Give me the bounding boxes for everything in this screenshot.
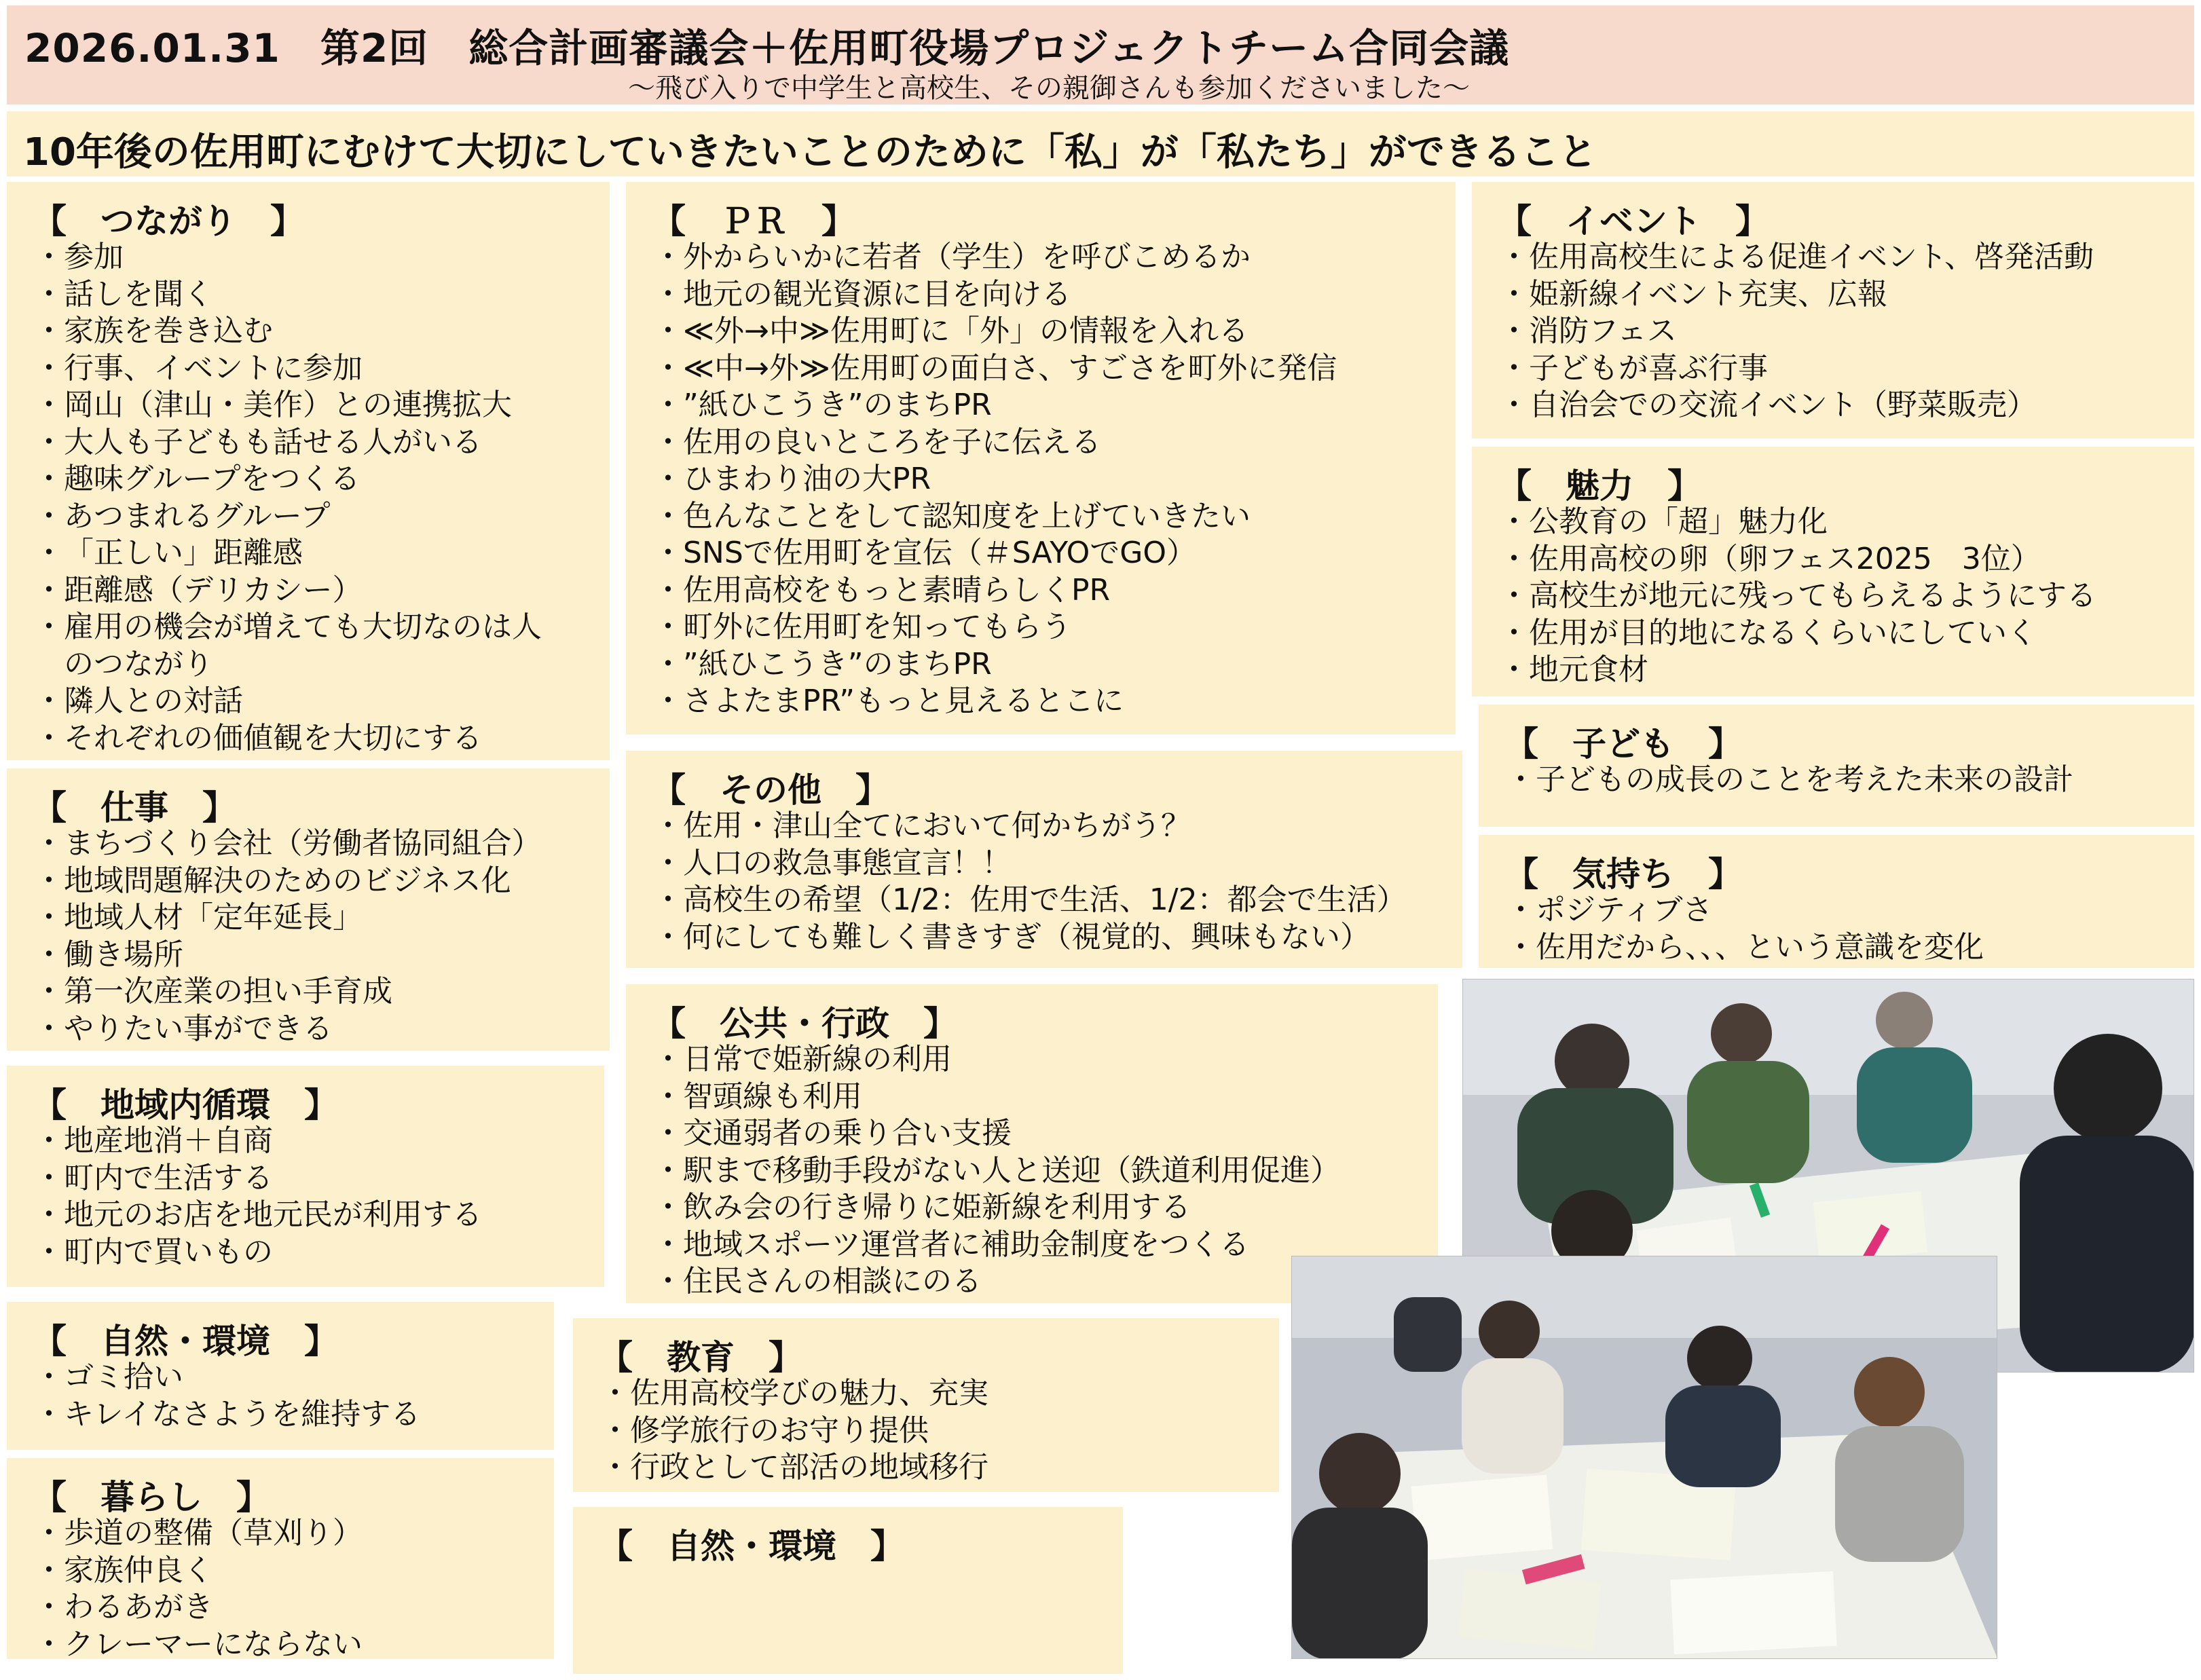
list-item: ・ 日常で姫新線の利用 (683, 1041, 1340, 1079)
list-item: ・ 何にしても難しく書きすぎ（視覚的、興味もない） (683, 919, 1407, 956)
list-item: ・ SNSで佐用町を宣伝（＃SAYOでGO） (683, 535, 1337, 572)
section-title: 【 その他 】 (652, 770, 889, 810)
list-item: ・ まちづくり会社（労働者協同組合） (64, 825, 542, 863)
list-item: ・ わるあがき (64, 1589, 363, 1626)
list-item: ・ 「正しい」距離感 (64, 535, 542, 572)
list-item: ・ 行政として部活の地域移行 (630, 1449, 988, 1487)
list-item: ・ 佐用高校学びの魅力、充実 (630, 1375, 988, 1413)
item-list (683, 808, 1407, 956)
item-list (64, 1123, 482, 1271)
section-kodomo (1479, 705, 2194, 827)
section-pr (626, 182, 1456, 734)
section-tsunagari (7, 182, 610, 760)
section-title: 【 公共・行政 】 (652, 1004, 957, 1043)
theme-band (7, 111, 2194, 176)
list-item: ・ 地元食材 (1529, 652, 2096, 689)
item-list (1536, 762, 2073, 799)
section-title: 【 子ども 】 (1504, 724, 1742, 764)
list-item: ・ 歩道の整備（草刈り） (64, 1515, 363, 1552)
list-item: ・ ”紙ひこうき”のまちPR (683, 646, 1337, 684)
list-item: ・ 消防フェス (1529, 313, 2094, 350)
item-list (683, 239, 1337, 720)
section-title: 【 つながり 】 (33, 202, 304, 241)
section-title: 【 ＰＲ 】 (652, 202, 855, 241)
list-item: ・ 佐用が目的地になるくらいにしていく (1529, 615, 2096, 652)
list-item: ・ ゴミ拾い (64, 1359, 420, 1396)
list-item: ・ 姫新線イベント充実、広報 (1529, 276, 2094, 314)
list-item: ・ 参加 (64, 239, 542, 276)
item-list (630, 1375, 988, 1487)
list-item: ・ 佐用高校をもっと素晴らしくPR (683, 572, 1337, 610)
list-item: ・ 住民さんの相談にのる (683, 1263, 1340, 1301)
list-item: ・ 子どもの成長のことを考えた未来の設計 (1536, 762, 2073, 799)
list-item: ・ 岡山（津山・美作）との連携拡大 (64, 387, 542, 424)
list-item: ・ 地元のお店を地元民が利用する (64, 1197, 482, 1234)
list-item: ・ 趣味グループをつくる (64, 461, 542, 498)
item-list (1529, 504, 2096, 689)
section-title: 【 自然・環境 】 (599, 1527, 904, 1566)
list-item: ・ 町内で買いもの (64, 1234, 482, 1271)
page-header (7, 5, 2194, 105)
list-item: ・ 地元の観光資源に目を向ける (683, 276, 1337, 314)
list-item: ・ あつまれるグループ (64, 498, 542, 536)
section-shizen (7, 1302, 554, 1450)
section-kyoiku (573, 1318, 1279, 1492)
list-item: ・ 地域スポーツ運営者に補助金制度をつくる (683, 1227, 1340, 1264)
list-item: ・ クレーマーにならない (64, 1626, 363, 1664)
list-item: ・ 家族を巻き込む (64, 313, 542, 350)
page-subtitle: ～飛び入りで中学生と高校生、その親御さんも参加くださいました～ (628, 73, 1470, 104)
page-title: 2026.01.31 第2回 総合計画審議会＋佐用町役場プロジェクトチーム合同会議 (24, 25, 1510, 71)
list-item-continuation: のつながり (64, 646, 213, 682)
list-item: ・ ≪外→中≫佐用町に「外」の情報を入れる (683, 313, 1337, 350)
list-item: ・ 話しを聞く (64, 276, 542, 314)
section-junkan (7, 1066, 604, 1287)
list-item: ・ ポジティブさ (1536, 892, 1984, 929)
section-kimochi (1479, 835, 2194, 968)
list-item: ・ 色んなことをして認知度を上げていきたい (683, 498, 1337, 536)
section-title: 【 イベント 】 (1498, 202, 1769, 241)
section-event (1472, 182, 2194, 438)
list-item: ・ 智頭線も利用 (683, 1079, 1340, 1116)
list-item: ・ 駅まで移動手段がない人と送迎（鉄道利用促進） (683, 1153, 1340, 1190)
list-item: ・ ひまわり油の大PR (683, 461, 1337, 498)
item-list (683, 1041, 1340, 1301)
list-item: ・ 働き場所 (64, 937, 542, 974)
list-item: ・ やりたい事ができる (64, 1011, 542, 1048)
list-item: ・ 子どもが喜ぶ行事 (1529, 350, 2094, 388)
section-title: 【 気持ち 】 (1504, 855, 1742, 894)
list-item: ・ ”紙ひこうき”のまちPR (683, 387, 1337, 424)
list-item: ・ 佐用高校の卵（卵フェス2025 3位） (1529, 541, 2096, 578)
item-list (1536, 892, 1984, 966)
list-item: ・ キレイなさようを維持する (64, 1396, 420, 1434)
list-item: ・ さよたまPR”もっと見えるとこに (683, 683, 1337, 720)
theme-text: 10年後の佐用町にむけて大切にしていきたいことのために「私」が「私たち」ができること (23, 130, 1597, 174)
list-item: ・ 第一次産業の担い手育成 (64, 973, 542, 1011)
list-item: ・ 佐用の良いところを子に伝える (683, 424, 1337, 462)
item-list (64, 1359, 420, 1433)
list-item: ・ 地産地消＋自商 (64, 1123, 482, 1160)
section-title: 【 魅力 】 (1498, 466, 1701, 506)
list-item: ・ 修学旅行のお守り提供 (630, 1413, 988, 1450)
meeting-photo-2 (1291, 1256, 1997, 1659)
list-item: ・ 町外に佐用町を知ってもらう (683, 609, 1337, 646)
list-item: ・ 地域問題解決のためのビジネス化 (64, 863, 542, 900)
list-item: ・ 町内で生活する (64, 1160, 482, 1197)
list-item: ・ 地域人材「定年延長」 (64, 899, 542, 937)
list-item: ・ 高校生が地元に残ってもらえるようにする (1529, 578, 2096, 615)
list-item: ・ 距離感（デリカシー） (64, 572, 542, 610)
list-item: ・ ≪中→外≫佐用町の面白さ、すごさを町外に発信 (683, 350, 1337, 388)
list-item: ・ 公教育の「超」魅力化 (1529, 504, 2096, 541)
item-list (1529, 239, 2094, 424)
list-item: ・ 佐用だから、、、という意識を変化 (1536, 929, 1984, 967)
list-item: ・ 交通弱者の乗り合い支援 (683, 1115, 1340, 1153)
item-list (64, 825, 542, 1047)
item-list (64, 239, 542, 757)
item-list (64, 1515, 363, 1663)
list-item: ・ 佐用・津山全てにおいて何かちがう？ (683, 808, 1407, 845)
section-miryoku (1472, 447, 2194, 696)
section-title: 【 地域内循環 】 (33, 1085, 338, 1125)
list-item: ・ 大人も子どもも話せる人がいる (64, 424, 542, 462)
section-title: 【 教育 】 (599, 1338, 802, 1377)
meeting-photo-2-art (1292, 1256, 1997, 1659)
section-kurashi (7, 1458, 554, 1662)
list-item: ・ 自治会での交流イベント（野菜販売） (1529, 387, 2094, 424)
list-item: ・ 佐用高校生による促進イベント、啓発活動 (1529, 239, 2094, 276)
list-item: ・ 飲み会の行き帰りに姫新線を利用する (683, 1189, 1340, 1227)
list-item: ・ 隣人との対話 (64, 683, 542, 720)
list-item: ・ 人口の救急事態宣言！！ (683, 845, 1407, 882)
section-title: 【 仕事 】 (33, 788, 236, 827)
section-shigoto (7, 768, 610, 1051)
section-shizen-empty (573, 1507, 1123, 1674)
list-item: ・ それぞれの価値観を大切にする (64, 720, 542, 758)
section-title: 【 自然・環境 】 (33, 1322, 338, 1361)
list-item: ・ 雇用の機会が増えても大切なのは人 (64, 609, 542, 646)
section-title: 【 暮らし 】 (33, 1478, 270, 1517)
list-item: ・ 外からいかに若者（学生）を呼びこめるか (683, 239, 1337, 276)
list-item: ・ 家族仲良く (64, 1552, 363, 1590)
list-item: ・ 高校生の希望（1/2：佐用で生活、1/2：都会で生活） (683, 882, 1407, 919)
list-item: ・ 行事、イベントに参加 (64, 350, 542, 388)
section-sonota (626, 751, 1462, 968)
